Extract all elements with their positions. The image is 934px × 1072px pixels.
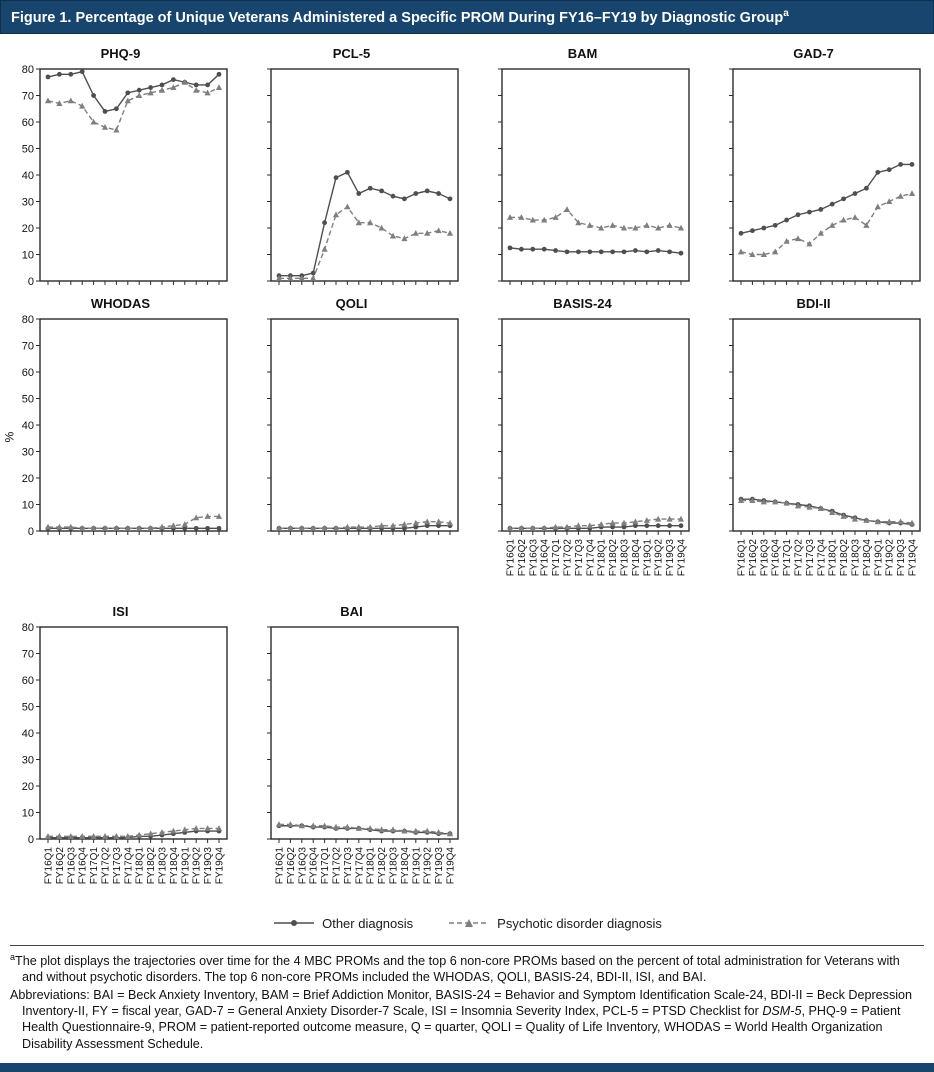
figure-title-superscript: a [783,8,789,19]
svg-text:FY16Q2: FY16Q2 [516,538,528,577]
svg-text:FY18Q4: FY18Q4 [399,846,411,885]
panel-bam [470,38,695,288]
svg-text:FY16Q3: FY16Q3 [758,538,770,577]
svg-text:20: 20 [21,222,34,235]
svg-text:FY18Q1: FY18Q1 [365,846,377,885]
panel-title: QOLI [335,295,368,311]
chart-legend [0,916,934,931]
svg-text:FY16Q1: FY16Q1 [43,846,54,885]
panel-basis-24 [470,288,695,596]
svg-text:60: 60 [21,116,34,129]
svg-text:FY19Q2: FY19Q2 [422,846,434,885]
svg-text:0: 0 [27,525,34,538]
panel-bdi-ii [701,288,926,596]
footnote-abbreviations [10,987,924,1052]
panel-bai [239,596,464,904]
panel-title: PCL-5 [332,45,371,61]
svg-text:70: 70 [21,340,34,353]
svg-text:FY18Q2: FY18Q2 [838,538,850,577]
chart-QOLI [241,313,463,538]
svg-text:FY16Q3: FY16Q3 [527,538,539,577]
svg-text:40: 40 [21,727,34,740]
svg-text:FY17Q4: FY17Q4 [353,846,365,885]
svg-text:FY18Q3: FY18Q3 [850,538,861,577]
svg-text:FY16Q4: FY16Q4 [539,538,551,577]
panel-isi [8,596,233,904]
svg-text:FY18Q1: FY18Q1 [827,538,839,577]
svg-text:40: 40 [21,169,34,182]
chart-PCL-5 [241,63,463,288]
svg-text:60: 60 [21,366,34,379]
svg-text:0: 0 [27,275,34,288]
svg-text:FY17Q2: FY17Q2 [331,846,342,885]
footnotes [10,945,924,1053]
panel-title: ISI [112,603,129,619]
svg-text:FY17Q2: FY17Q2 [793,538,804,577]
svg-text:50: 50 [21,701,34,714]
chart-BDI-II [703,313,925,596]
svg-text:FY17Q4: FY17Q4 [815,538,827,577]
svg-text:FY19Q1: FY19Q1 [872,538,884,577]
svg-text:FY17Q2: FY17Q2 [100,846,111,885]
svg-text:FY16Q2: FY16Q2 [285,846,297,885]
bottom-bar [0,1063,934,1072]
svg-text:FY19Q1: FY19Q1 [179,846,191,885]
footnote-note-text: The plot displays the trajectories over time for the 4 MBC PROMs and the top 6 non-core PROMs based on the percent of total administration for Veterans with and without psychotic disorders. The top 6 non-core PROMs included the WHODAS, QOLI, BASIS-24, BDI-II, ISI, and BAI. [15,954,900,985]
svg-text:50: 50 [21,143,34,156]
svg-text:60: 60 [21,674,34,687]
footnote-superscript: a [10,951,16,962]
svg-text:FY19Q3: FY19Q3 [433,846,445,885]
figure-title: Figure 1. Percentage of Unique Veterans Administered a Specific PROM During FY16–FY19 by Diagnostic Group [11,9,784,26]
legend-item-psychotic [447,916,662,931]
panel-title: BAM [567,45,598,61]
panel-title: PHQ-9 [100,45,141,61]
svg-text:FY16Q4: FY16Q4 [77,846,89,885]
svg-text:FY18Q3: FY18Q3 [157,846,168,885]
chart-BAM [472,63,694,288]
chart-ISI [10,621,232,904]
chart-PHQ-9 [10,63,232,288]
svg-text:20: 20 [21,780,34,793]
svg-text:FY19Q1: FY19Q1 [641,538,653,577]
svg-text:FY19Q2: FY19Q2 [191,846,203,885]
svg-text:FY19Q3: FY19Q3 [202,846,214,885]
svg-text:FY18Q4: FY18Q4 [168,846,180,885]
svg-text:FY19Q2: FY19Q2 [884,538,896,577]
svg-text:70: 70 [21,648,34,661]
svg-text:FY16Q3: FY16Q3 [296,846,308,885]
svg-text:FY19Q4: FY19Q4 [676,538,687,577]
legend-marker-psychotic-diagnosis [447,916,491,930]
panel-title: GAD-7 [793,45,834,61]
panel-phq-9 [8,38,233,288]
svg-text:FY16Q4: FY16Q4 [308,846,320,885]
svg-text:FY17Q1: FY17Q1 [88,846,100,885]
svg-text:FY19Q4: FY19Q4 [214,846,225,885]
abbr-text-1: Abbreviations: BAI = Beck Anxiety Inventory, BAM = Brief Addiction Monitor, BASIS-24 = Behavior and Symptom Identification Scale-24, BDI-II = Beck Depression Inventory-II, FY = fiscal year, GAD-7 = General Anxiety Disorder-7 Scale, ISI = Insomnia Severity Index, PCL-5 = PTSD Checklist for [10,987,913,1019]
svg-text:FY17Q1: FY17Q1 [319,846,331,885]
panel-pcl-5 [239,38,464,288]
svg-text:10: 10 [21,249,34,262]
legend-label-psychotic: Psychotic disorder diagnosis [497,915,662,931]
svg-text:FY18Q1: FY18Q1 [596,538,608,577]
panel-qoli [239,288,464,596]
svg-text:FY19Q1: FY19Q1 [410,846,422,885]
svg-text:70: 70 [21,90,34,103]
abbr-italic: DSM-5 [762,1004,802,1019]
svg-text:FY19Q4: FY19Q4 [907,538,918,577]
svg-text:10: 10 [21,499,34,512]
svg-text:20: 20 [21,472,34,485]
svg-text:FY16Q1: FY16Q1 [736,538,747,577]
legend-item-other [272,916,413,931]
svg-text:50: 50 [21,393,34,406]
svg-text:FY17Q3: FY17Q3 [804,538,816,577]
svg-text:FY16Q1: FY16Q1 [505,538,516,577]
chart-GAD-7 [703,63,925,288]
svg-text:FY17Q3: FY17Q3 [111,846,123,885]
panel-whodas [2,288,233,596]
svg-text:FY19Q3: FY19Q3 [895,538,907,577]
svg-text:FY17Q4: FY17Q4 [122,846,134,885]
chart-BAI [241,621,463,904]
svg-text:80: 80 [21,63,34,76]
svg-text:FY18Q4: FY18Q4 [630,538,642,577]
svg-text:FY18Q3: FY18Q3 [388,846,399,885]
svg-text:FY17Q3: FY17Q3 [342,846,354,885]
svg-text:FY16Q4: FY16Q4 [770,538,782,577]
svg-text:FY16Q2: FY16Q2 [747,538,759,577]
svg-text:30: 30 [21,754,34,767]
svg-text:0: 0 [27,833,34,846]
footnote-note [10,952,924,986]
panel-gad-7 [701,38,926,288]
svg-text:FY18Q2: FY18Q2 [607,538,619,577]
abbr-text-2: , PHQ-9 = Patient Health Questionnaire-9, PROM = patient-reported outcome measure, Q = quarter, QOLI = Quality of Life Inventory, WHODAS = World Health Organization Disability Assessment Schedule. [22,1004,901,1051]
svg-text:FY18Q2: FY18Q2 [145,846,157,885]
svg-text:FY16Q2: FY16Q2 [54,846,66,885]
svg-text:FY19Q2: FY19Q2 [653,538,665,577]
svg-text:FY18Q3: FY18Q3 [619,538,630,577]
svg-text:FY16Q3: FY16Q3 [65,846,77,885]
svg-text:FY17Q1: FY17Q1 [781,538,793,577]
svg-text:FY18Q1: FY18Q1 [134,846,146,885]
svg-text:30: 30 [21,446,34,459]
svg-text:FY17Q3: FY17Q3 [573,538,585,577]
panel-title: BAI [340,603,363,619]
charts-grid [0,34,934,904]
svg-text:30: 30 [21,196,34,209]
svg-text:FY16Q1: FY16Q1 [274,846,285,885]
svg-text:80: 80 [21,621,34,634]
svg-text:FY17Q1: FY17Q1 [550,538,562,577]
svg-text:FY17Q4: FY17Q4 [584,538,596,577]
svg-text:80: 80 [21,313,34,326]
panel-title: BASIS-24 [553,295,612,311]
chart-WHODAS [10,313,232,538]
legend-marker-other-diagnosis [272,916,316,930]
panel-title: WHODAS [90,295,151,311]
svg-text:40: 40 [21,419,34,432]
legend-label-other: Other diagnosis [322,915,414,931]
y-axis-label: % [2,431,17,442]
chart-BASIS-24 [472,313,694,596]
svg-text:10: 10 [21,807,34,820]
panel-title: BDI-II [796,295,831,311]
svg-text:FY19Q4: FY19Q4 [445,846,456,885]
svg-text:FY18Q4: FY18Q4 [861,538,873,577]
figure-title-bar [0,0,934,34]
svg-text:FY17Q2: FY17Q2 [562,538,573,577]
svg-text:FY19Q3: FY19Q3 [664,538,676,577]
svg-text:FY18Q2: FY18Q2 [376,846,388,885]
